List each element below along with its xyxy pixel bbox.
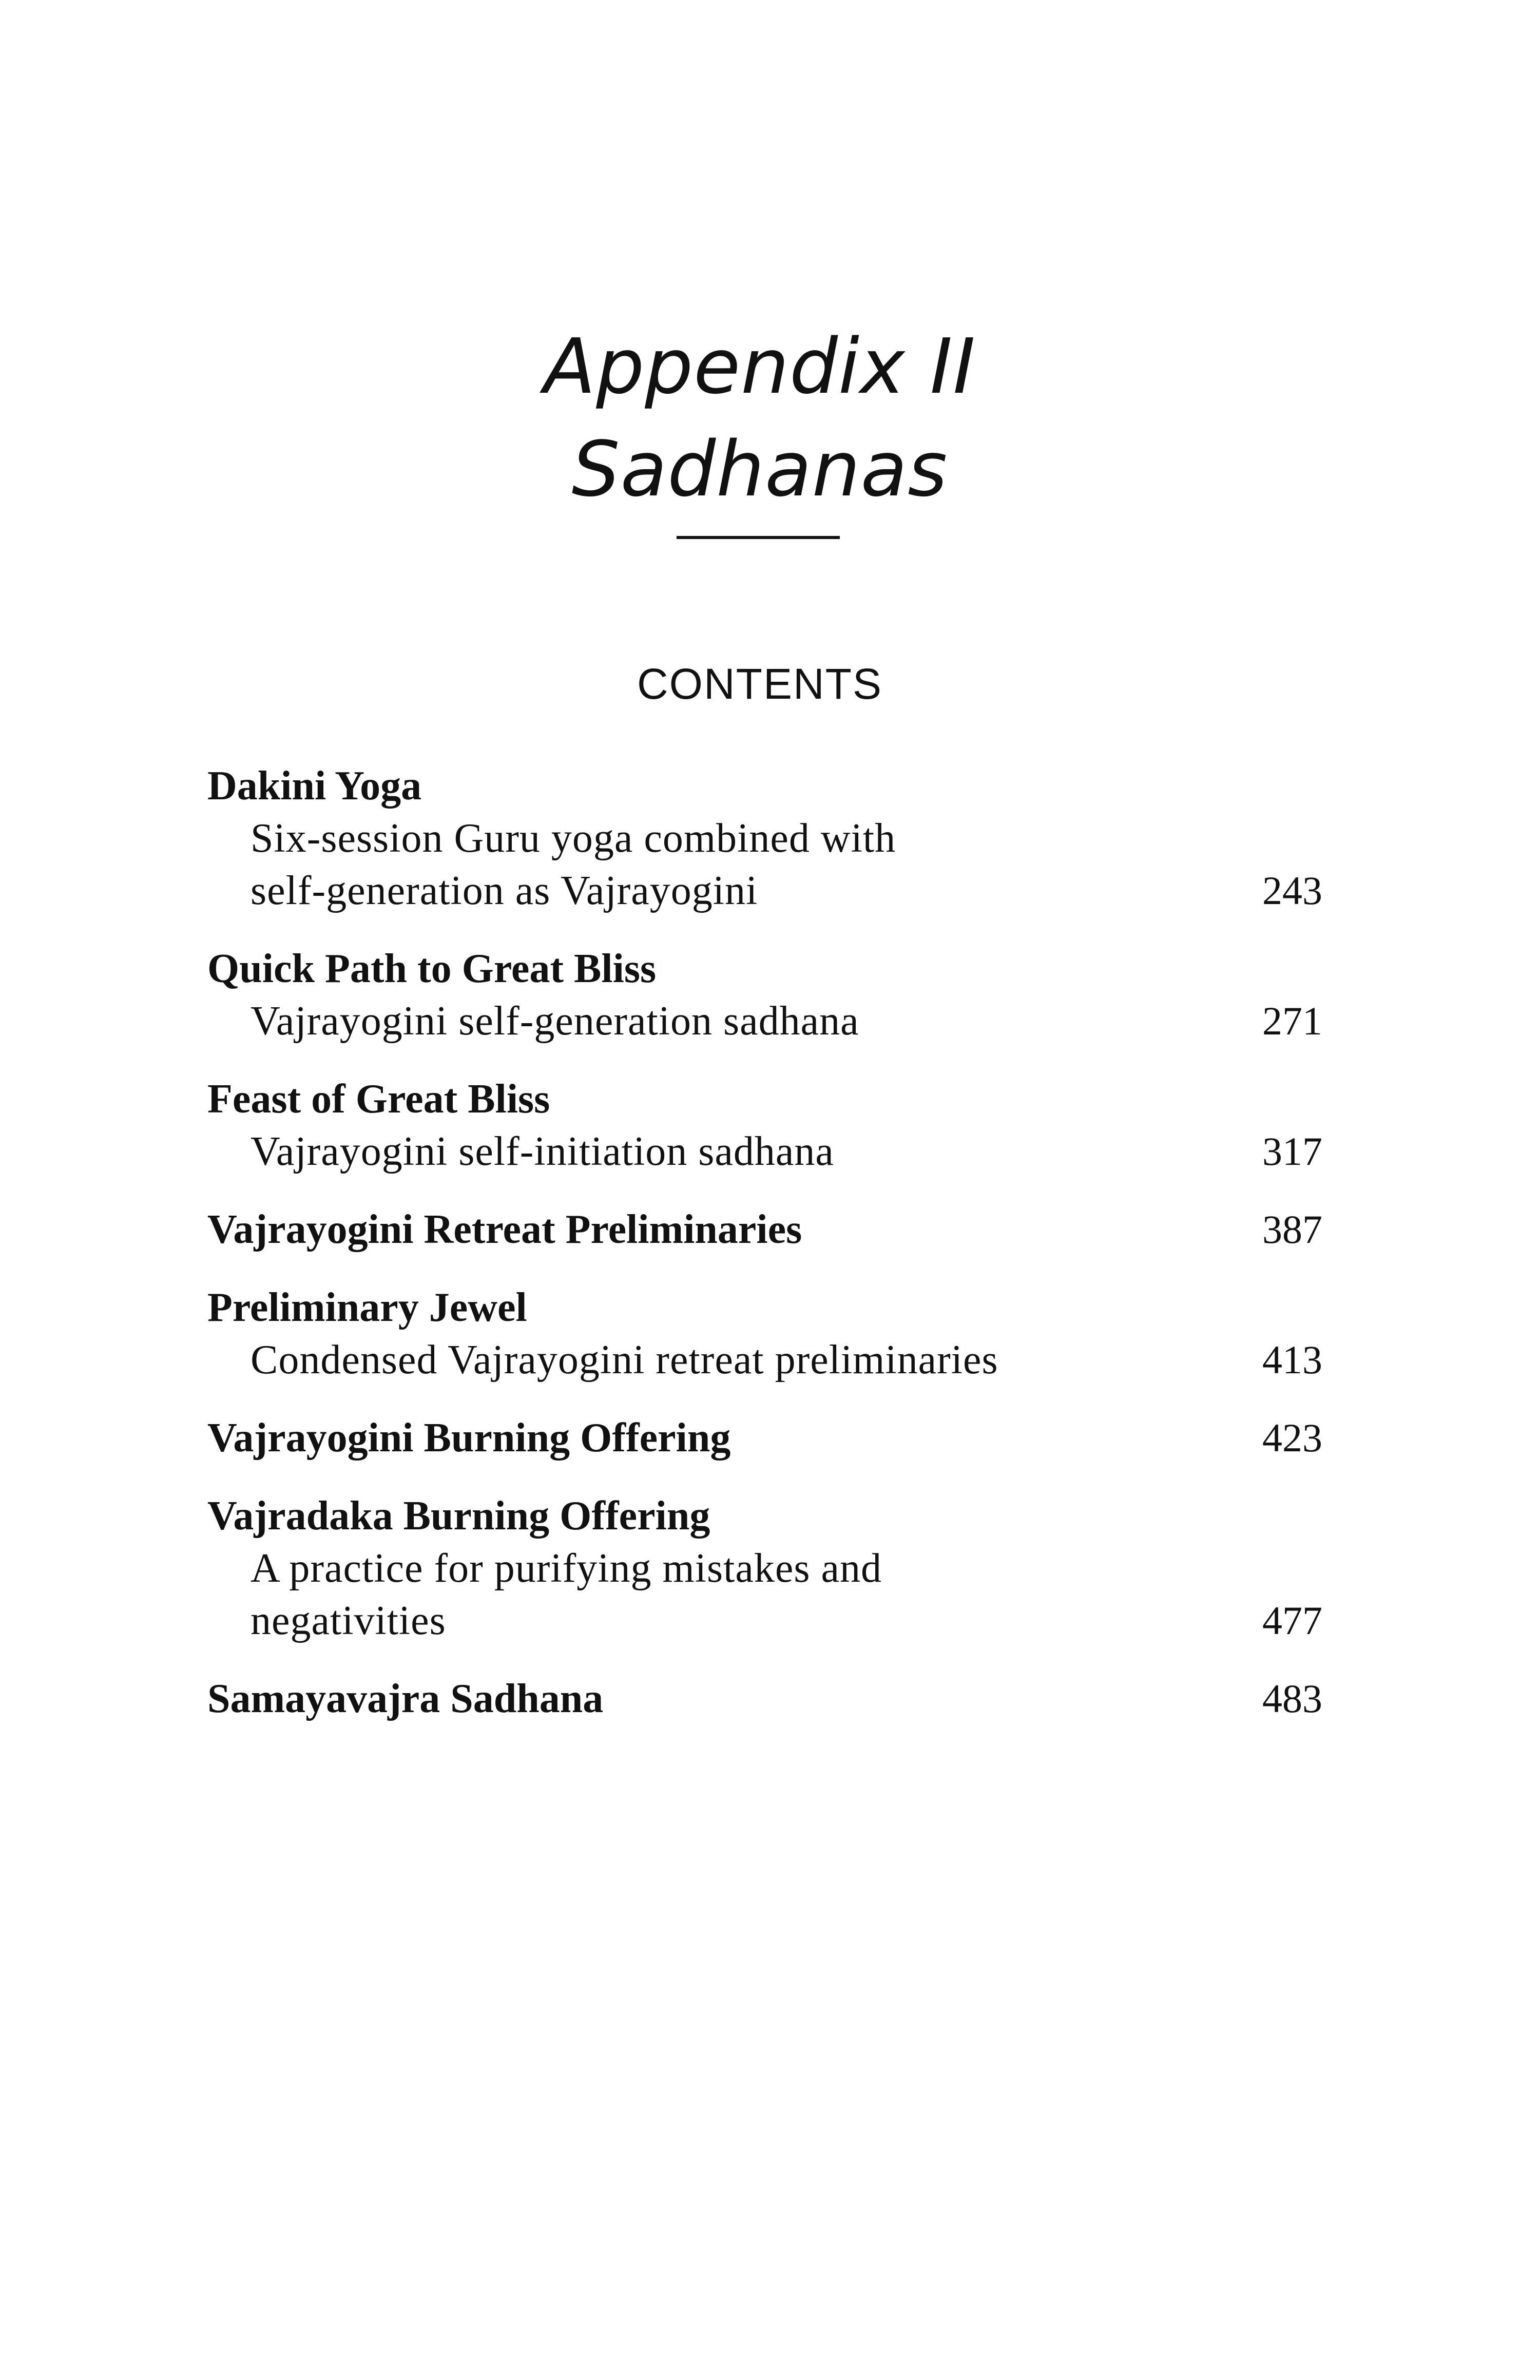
toc-entry-description: Six-session Guru yoga combined with — [251, 816, 896, 861]
toc-entry-title: Vajradaka Burning Offering — [207, 1493, 710, 1539]
title-divider — [677, 536, 840, 539]
toc-entry-retreat-preliminaries — [207, 1203, 1322, 1256]
toc-entry-vajradaka-burning-offering — [207, 1490, 1322, 1647]
toc-entry-feast-of-great-bliss — [207, 1073, 1322, 1178]
toc-page-number: 387 — [1262, 1207, 1322, 1252]
toc-entry-quick-path — [207, 943, 1322, 1047]
toc-entry-description: self-generation as Vajrayogini — [251, 868, 758, 913]
toc-entry-vajrayogini-burning-offering — [207, 1412, 1322, 1464]
toc-entry-samayavajra-sadhana — [207, 1673, 1322, 1725]
toc-page-number: 477 — [1262, 1598, 1322, 1643]
toc-page-number: 413 — [1262, 1337, 1322, 1382]
toc-entry-description: Vajrayogini self-generation sadhana — [251, 999, 859, 1044]
toc-page-number: 423 — [1262, 1415, 1322, 1460]
toc-page-number: 243 — [1262, 868, 1322, 913]
toc-entry-description: Condensed Vajrayogini retreat preliminaries — [251, 1337, 998, 1383]
toc-entry-dakini-yoga — [207, 760, 1322, 917]
appendix-title: Appendix II — [544, 322, 976, 411]
toc-page-number: 317 — [1262, 1129, 1322, 1174]
toc-entry-title: Feast of Great Bliss — [207, 1077, 550, 1122]
toc-entry-title: Preliminary Jewel — [207, 1285, 527, 1330]
toc-entry-preliminary-jewel — [207, 1281, 1322, 1386]
table-of-contents — [207, 760, 1322, 1725]
appendix-subtitle: Sadhanas — [571, 425, 948, 513]
toc-entry-title: Samayavajra Sadhana — [207, 1676, 604, 1721]
toc-page-number: 483 — [1262, 1676, 1322, 1721]
toc-entry-title: Dakini Yoga — [207, 763, 422, 809]
toc-entry-title: Vajrayogini Burning Offering — [207, 1415, 731, 1461]
toc-entry-title: Vajrayogini Retreat Preliminaries — [207, 1207, 802, 1252]
contents-heading: CONTENTS — [637, 660, 882, 708]
toc-entry-description: negativities — [251, 1598, 446, 1643]
toc-entry-description: Vajrayogini self-initiation sadhana — [251, 1129, 834, 1174]
toc-entry-title: Quick Path to Great Bliss — [207, 946, 657, 991]
toc-entry-description: A practice for purifying mistakes and — [251, 1546, 882, 1591]
toc-page-number: 271 — [1262, 999, 1322, 1043]
